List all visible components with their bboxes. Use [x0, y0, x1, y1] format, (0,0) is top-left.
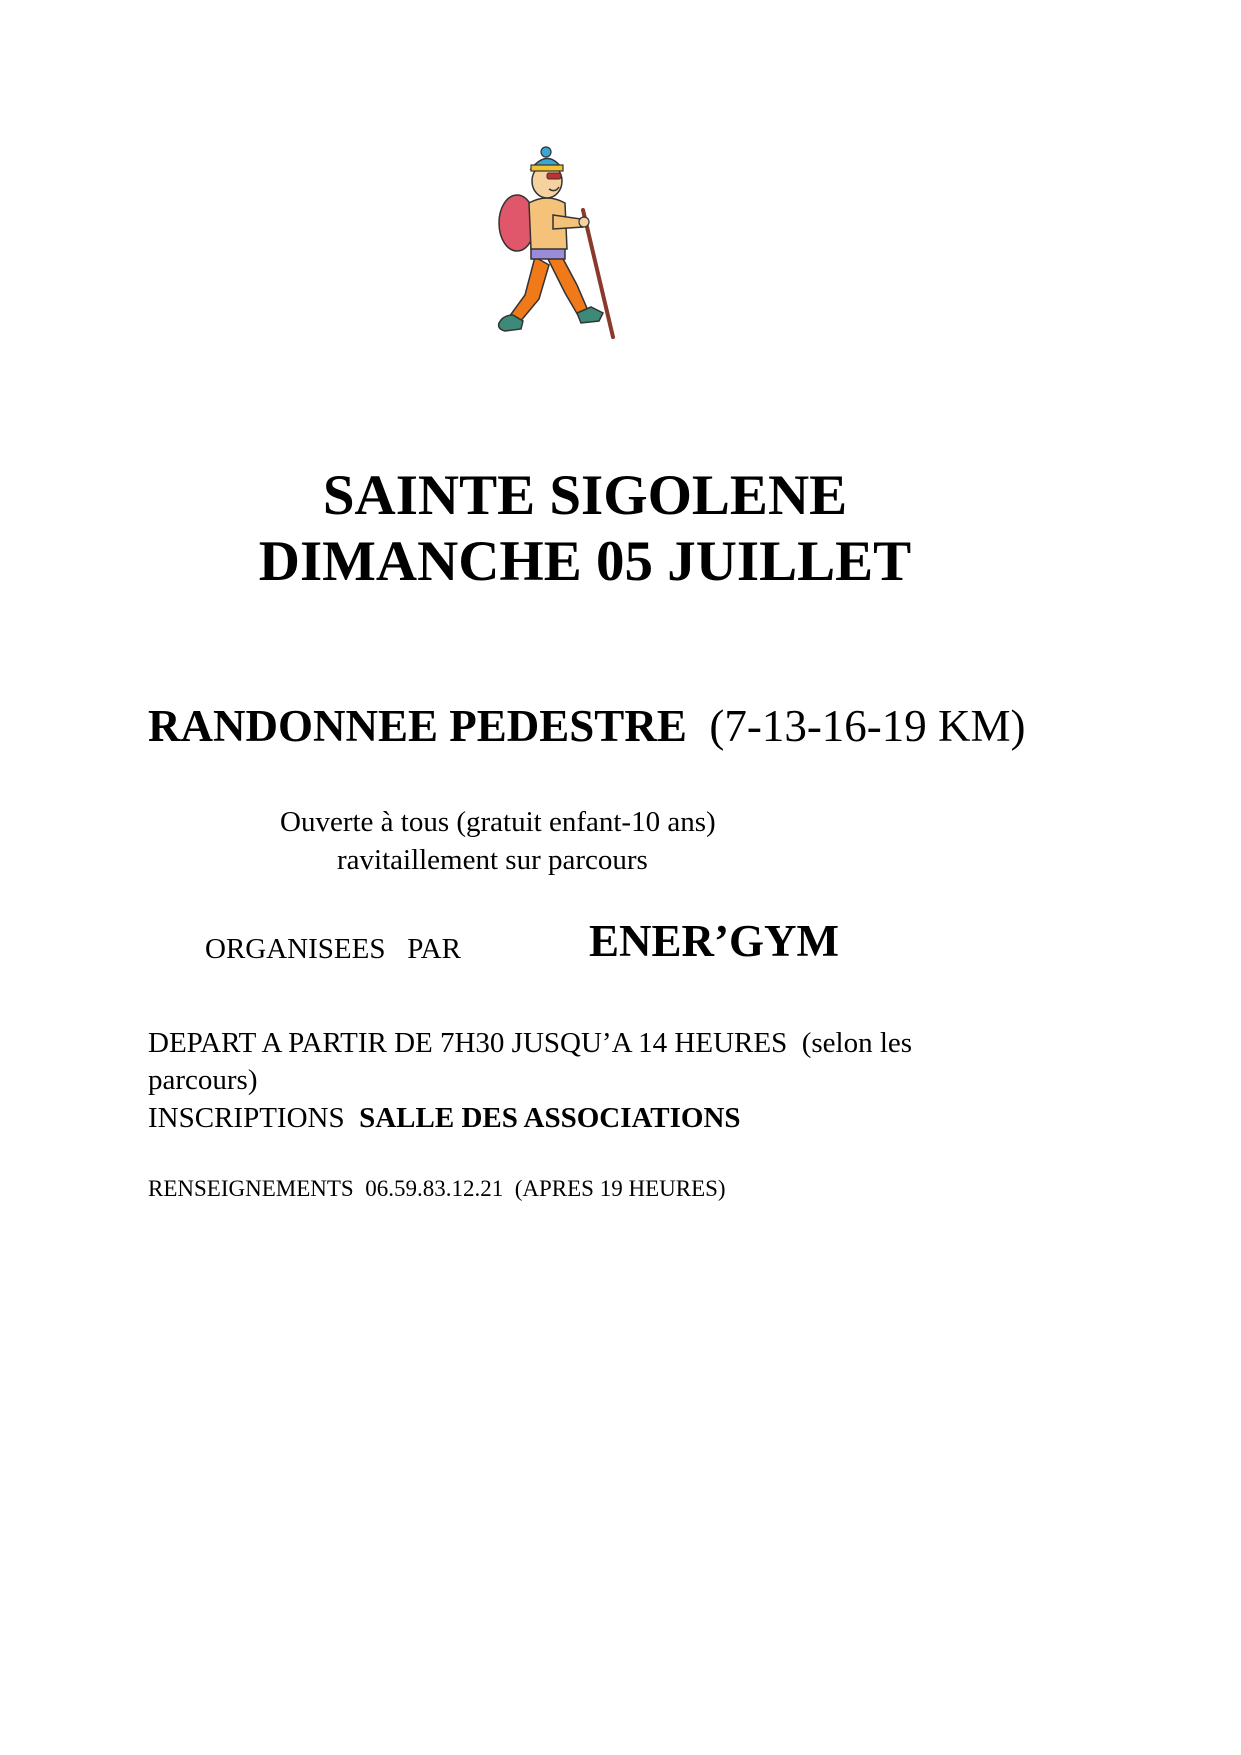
- registration-label: INSCRIPTIONS: [148, 1102, 345, 1134]
- title-date: DIMANCHE 05 JUILLET: [258, 530, 912, 593]
- registration-info: [148, 1102, 741, 1135]
- hiker-icon: [495, 145, 625, 350]
- organizer-name: ENER’GYM: [589, 916, 839, 966]
- event-supply: ravitaillement sur parcours: [337, 844, 648, 876]
- page-title: [0, 463, 1170, 595]
- registration-place: SALLE DES ASSOCIATIONS: [359, 1102, 741, 1134]
- event-open-to: Ouverte à tous (gratuit enfant-10 ans): [280, 806, 716, 838]
- event-name: RANDONNEE PEDESTRE: [148, 701, 687, 751]
- contact-info: RENSEIGNEMENTS 06.59.83.12.21 (APRES 19 HEURES): [148, 1176, 726, 1201]
- departure-info: DEPART A PARTIR DE 7H30 JUSQU’A 14 HEURES (selon les: [148, 1027, 913, 1059]
- departure-info-cont: parcours): [148, 1064, 258, 1096]
- organizer-label: ORGANISEES PAR: [205, 933, 461, 965]
- title-town: SAINTE SIGOLENE: [322, 464, 848, 527]
- event-heading: [148, 700, 1026, 752]
- event-distances: (7-13-16-19 KM): [709, 701, 1026, 751]
